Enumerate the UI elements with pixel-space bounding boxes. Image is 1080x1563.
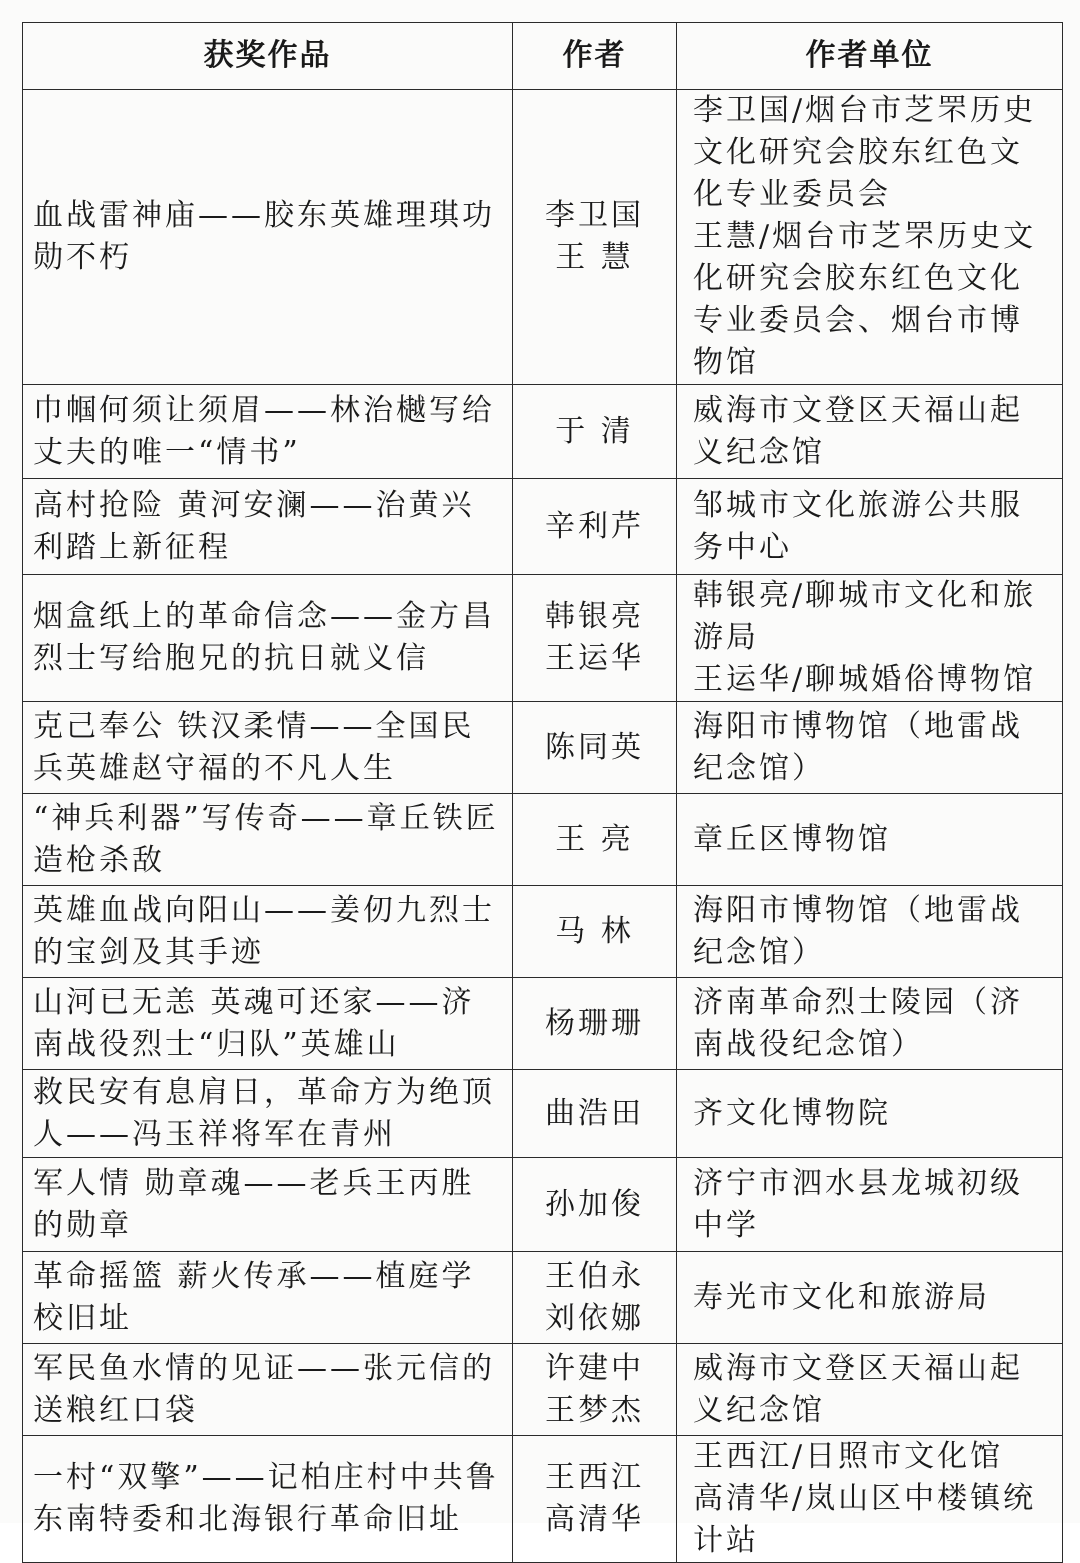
author-unit: 章丘区博物馆: [693, 821, 891, 857]
author-name: 辛利芹: [545, 508, 644, 544]
award-work-title: 烟盒纸上的革命信念——金方昌烈士写给胞兄的抗日就义信: [23, 575, 513, 702]
table-row: [23, 575, 1063, 702]
table-row: [23, 978, 1063, 1070]
award-work-title: 克己奉公 铁汉柔情——全国民兵英雄赵守福的不凡人生: [23, 702, 513, 794]
author-cell: [513, 702, 677, 794]
author-name: 王伯永: [545, 1258, 644, 1294]
award-work-title: 革命摇篮 薪火传承——植庭学校旧址: [23, 1252, 513, 1344]
author-cell: [513, 1252, 677, 1344]
author-name: 高清华: [545, 1502, 644, 1537]
author-unit: 海阳市博物馆（地雷战纪念馆）: [693, 708, 1023, 786]
award-work-title: 军民鱼水情的见证——张元信的送粮红口袋: [23, 1344, 513, 1436]
author-unit: 济南革命烈士陵园（济南战役纪念馆）: [693, 984, 1023, 1062]
author-name: 马 林: [555, 913, 634, 949]
table-row: [23, 886, 1063, 978]
header-work: 获奖作品: [23, 23, 513, 90]
author-name: 王 亮: [555, 821, 634, 857]
award-work-title: 军人情 勋章魂——老兵王丙胜的勋章: [23, 1158, 513, 1252]
award-work-title: 巾帼何须让须眉——林治樾写给丈夫的唯一“情书”: [23, 385, 513, 479]
table-row: [23, 1252, 1063, 1344]
award-work-title: 英雄血战向阳山——姜仞九烈士的宝剑及其手迹: [23, 886, 513, 978]
author-name: 王梦杰: [545, 1392, 644, 1428]
award-work-title: 山河已无恙 英魂可还家——济南战役烈士“归队”英雄山: [23, 978, 513, 1070]
award-work-title: 救民安有息肩日，革命方为绝顶人——冯玉祥将军在青州: [23, 1070, 513, 1158]
author-cell: [513, 479, 677, 575]
author-unit-cell: [677, 1158, 1063, 1252]
author-name: 陈同英: [545, 729, 644, 765]
author-unit: 高清华/岚山区中楼镇统计站: [693, 1481, 1037, 1558]
author-unit-cell: [677, 1436, 1063, 1563]
table-row: [23, 1158, 1063, 1252]
table-row: [23, 479, 1063, 575]
author-unit-cell: [677, 886, 1063, 978]
author-unit: 寿光市文化和旅游局: [693, 1279, 990, 1315]
author-cell: [513, 886, 677, 978]
author-cell: [513, 575, 677, 702]
award-work-title: 血战雷神庙——胶东英雄理琪功勋不朽: [23, 90, 513, 385]
table-row: [23, 90, 1063, 385]
author-unit-cell: [677, 90, 1063, 385]
author-unit-cell: [677, 479, 1063, 575]
author-name: 王 慧: [555, 240, 634, 275]
author-name: 韩银亮: [545, 599, 644, 634]
author-unit: 威海市文登区天福山起义纪念馆: [693, 392, 1023, 470]
author-cell: [513, 1158, 677, 1252]
table-row: [23, 1436, 1063, 1563]
author-name: 刘依娜: [545, 1300, 644, 1336]
author-unit: 李卫国/烟台市芝罘历史文化研究会胶东红色文化专业委员会: [693, 93, 1037, 212]
author-cell: [513, 1070, 677, 1158]
author-unit-cell: [677, 385, 1063, 479]
author-unit-cell: [677, 1070, 1063, 1158]
author-name: 孙加俊: [545, 1186, 644, 1222]
table-row: [23, 702, 1063, 794]
author-unit: 济宁市泗水县龙城初级中学: [693, 1165, 1023, 1243]
author-unit-cell: [677, 1252, 1063, 1344]
author-unit: 王慧/烟台市芝罘历史文化研究会胶东红色文化专业委员会、烟台市博物馆: [693, 219, 1037, 380]
author-name: 许建中: [545, 1350, 644, 1386]
author-name: 王西江: [545, 1460, 644, 1495]
author-unit-cell: [677, 794, 1063, 886]
author-unit: 齐文化博物院: [693, 1095, 891, 1131]
award-work-title: 高村抢险 黄河安澜——治黄兴利踏上新征程: [23, 479, 513, 575]
author-cell: [513, 1344, 677, 1436]
author-unit-cell: [677, 702, 1063, 794]
table-row: [23, 794, 1063, 886]
author-cell: [513, 1436, 677, 1563]
author-unit: 韩银亮/聊城市文化和旅游局: [693, 578, 1037, 655]
header-unit: 作者单位: [677, 23, 1063, 90]
author-cell: [513, 794, 677, 886]
author-unit-cell: [677, 978, 1063, 1070]
author-name: 李卫国: [545, 198, 644, 233]
awards-table: [22, 22, 1063, 1563]
award-work-title: 一村“双擎”——记柏庄村中共鲁东南特委和北海银行革命旧址: [23, 1436, 513, 1563]
table-header-row: [23, 23, 1063, 90]
table-row: [23, 1344, 1063, 1436]
author-unit: 王西江/日照市文化馆: [693, 1439, 1004, 1474]
author-unit: 威海市文登区天福山起义纪念馆: [693, 1350, 1023, 1428]
author-cell: [513, 385, 677, 479]
author-name: 杨珊珊: [545, 1005, 644, 1041]
header-author: 作者: [513, 23, 677, 90]
table-row: [23, 1070, 1063, 1158]
author-unit: 海阳市博物馆（地雷战纪念馆）: [693, 892, 1023, 970]
author-unit-cell: [677, 575, 1063, 702]
author-cell: [513, 90, 677, 385]
author-unit-cell: [677, 1344, 1063, 1436]
author-cell: [513, 978, 677, 1070]
table-row: [23, 385, 1063, 479]
author-unit: 邹城市文化旅游公共服务中心: [693, 487, 1023, 565]
award-work-title: “神兵利器”写传奇——章丘铁匠造枪杀敌: [23, 794, 513, 886]
author-name: 于 清: [555, 413, 634, 449]
author-unit: 王运华/聊城婚俗博物馆: [693, 662, 1037, 697]
author-name: 曲浩田: [545, 1095, 644, 1131]
author-name: 王运华: [545, 641, 644, 676]
